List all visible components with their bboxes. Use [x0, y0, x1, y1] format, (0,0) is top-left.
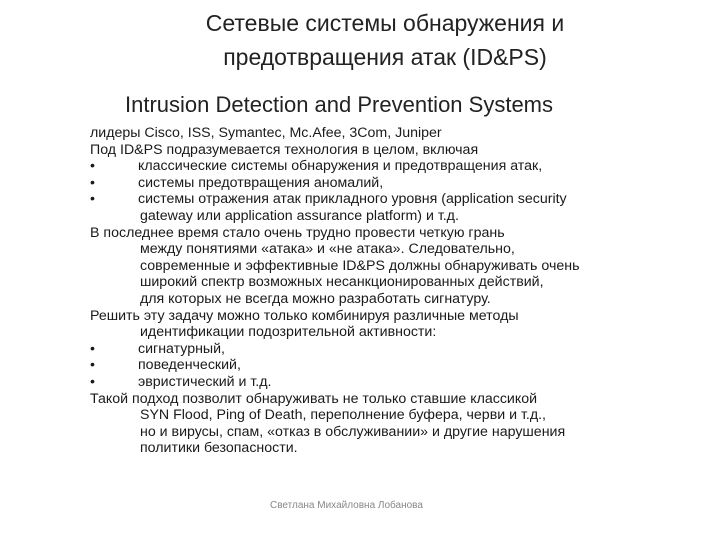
slide-title-line-2: предотвращения атак (ID&PS) — [223, 44, 547, 70]
paragraph-continuation: современные и эффективные ID&PS должны обнаруживать очень — [140, 257, 580, 274]
list-item-text: системы отражения атак прикладного уровня (application security — [138, 191, 567, 208]
slide-title — [150, 6, 620, 74]
paragraph-continuation: широкий спектр возможных несанкционированных действий, — [140, 274, 544, 291]
slide-title-line-1: Сетевые системы обнаружения и — [205, 10, 565, 36]
bullet-icon: • — [90, 373, 95, 390]
list-item — [90, 158, 670, 175]
paragraph-line: Такой подход позволит обнаруживать не только ставшие классикой — [90, 390, 538, 407]
leaders-line: лидеры Cisco, ISS, Symantec, Mc.Afee, 3Com, Juniper — [90, 125, 442, 141]
list-item-text: системы предотвращения аномалий, — [138, 174, 384, 191]
list-item-text: классические системы обнаружения и предотвращения атак, — [138, 158, 543, 175]
list-item-text: поведенческий, — [138, 357, 241, 374]
paragraph-continuation: SYN Flood, Ping of Death, переполнение буфера, черви и т.д., — [140, 407, 546, 424]
list-item — [90, 341, 670, 358]
slide-body — [90, 125, 670, 457]
paragraph-continuation: между понятиями «атака» и «не атака». Следовательно, — [140, 241, 515, 258]
slide-subtitle: Intrusion Detection and Prevention Systems — [125, 92, 554, 117]
list-item-text: сигнатурный, — [138, 340, 225, 357]
bullet-icon: • — [90, 191, 95, 208]
list-item-continuation: gateway или application assurance platform) и т.д. — [140, 207, 459, 224]
paragraph-continuation: для которых не всегда можно разработать сигнатуру. — [140, 290, 491, 307]
list-item-text: эвристический и т.д. — [138, 373, 272, 390]
bullet-icon: • — [90, 158, 95, 175]
paragraph-continuation: политики безопасности. — [140, 440, 298, 457]
author-footer: Светлана Михайловна Лобанова — [270, 500, 423, 511]
list-item — [90, 357, 670, 374]
bullet-icon: • — [90, 357, 95, 374]
paragraph-line: Решить эту задачу можно только комбинируя различные методы — [90, 307, 519, 324]
idps-definition-line: Под ID&PS подразумевается технология в целом, включая — [90, 141, 479, 158]
bullet-icon: • — [90, 174, 95, 191]
list-item — [90, 374, 670, 391]
paragraph-line: В последнее время стало очень трудно провести четкую грань — [90, 224, 505, 241]
list-item — [90, 191, 670, 208]
list-item — [90, 175, 670, 192]
bullet-icon: • — [90, 340, 95, 357]
paragraph-continuation: но и вирусы, спам, «отказ в обслуживании» и другие нарушения — [140, 423, 566, 440]
paragraph-continuation: идентификации подозрительной активности: — [140, 324, 437, 341]
